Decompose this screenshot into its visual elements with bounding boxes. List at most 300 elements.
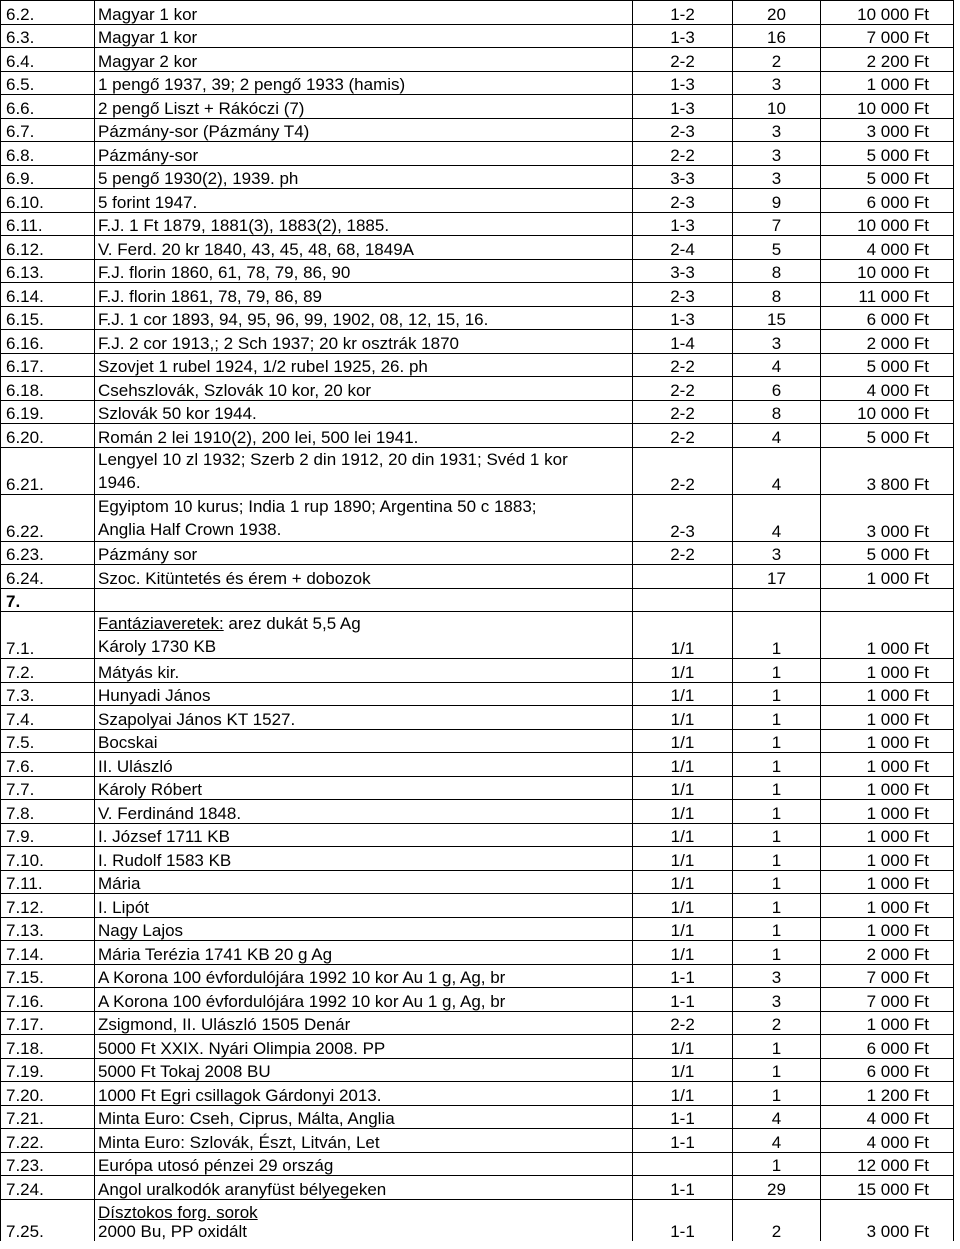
item-grade	[633, 588, 733, 612]
item-number: 7.11.	[1, 870, 95, 894]
item-description: Európa utosó pénzei 29 ország	[95, 1152, 633, 1176]
item-number: 6.24.	[1, 565, 95, 589]
item-number: 7.22.	[1, 1129, 95, 1153]
table-row	[1, 753, 954, 777]
table-row	[1, 1082, 954, 1106]
item-description: Pázmány sor	[95, 541, 633, 565]
table-row	[1, 71, 954, 95]
item-price: 7 000 Ft	[821, 964, 954, 988]
item-grade: 1-1	[633, 964, 733, 988]
item-quantity: 2	[733, 48, 821, 72]
item-number: 6.18.	[1, 377, 95, 401]
item-grade: 1-1	[633, 1105, 733, 1129]
item-price: 5 000 Ft	[821, 424, 954, 448]
item-grade: 1/1	[633, 1058, 733, 1082]
item-grade: 2-2	[633, 377, 733, 401]
item-quantity: 1	[733, 917, 821, 941]
item-price: 3 800 Ft	[821, 447, 954, 494]
item-price: 4 000 Ft	[821, 1105, 954, 1129]
item-quantity: 3	[733, 541, 821, 565]
item-description: F.J. florin 1860, 61, 78, 79, 86, 90	[95, 259, 633, 283]
description-line-2: 1946.	[98, 472, 141, 492]
item-grade: 1-1	[633, 988, 733, 1012]
item-price: 2 200 Ft	[821, 48, 954, 72]
item-number: 6.9.	[1, 165, 95, 189]
table-row	[1, 283, 954, 307]
item-grade: 1-1	[633, 1129, 733, 1153]
item-grade	[633, 565, 733, 589]
item-description: Szovjet 1 rubel 1924, 1/2 rubel 1925, 26. ph	[95, 353, 633, 377]
item-grade: 1-3	[633, 71, 733, 95]
item-quantity: 16	[733, 24, 821, 48]
item-number: 7.9.	[1, 823, 95, 847]
item-quantity: 1	[733, 1035, 821, 1059]
item-number: 6.23.	[1, 541, 95, 565]
table-row	[1, 1152, 954, 1176]
item-price: 10 000 Ft	[821, 1, 954, 25]
table-row	[1, 776, 954, 800]
item-number: 7.1.	[1, 612, 95, 659]
item-price: 3 000 Ft	[821, 1222, 954, 1241]
item-quantity: 1	[733, 800, 821, 824]
item-price: 5 000 Ft	[821, 142, 954, 166]
item-grade: 1-1	[633, 1176, 733, 1200]
item-quantity: 1	[733, 729, 821, 753]
table-row	[1, 1129, 954, 1153]
item-price: 1 000 Ft	[821, 659, 954, 683]
item-quantity: 3	[733, 142, 821, 166]
item-price: 3 000 Ft	[821, 118, 954, 142]
table-row	[1, 1105, 954, 1129]
item-price: 1 000 Ft	[821, 565, 954, 589]
item-price: 10 000 Ft	[821, 95, 954, 119]
item-number: 6.7.	[1, 118, 95, 142]
item-price: 3 000 Ft	[821, 494, 954, 541]
item-grade: 1/1	[633, 706, 733, 730]
item-grade: 1-3	[633, 95, 733, 119]
item-number: 7.6.	[1, 753, 95, 777]
item-price: 7 000 Ft	[821, 988, 954, 1012]
item-number: 6.8.	[1, 142, 95, 166]
item-number	[1, 1199, 95, 1222]
item-price: 4 000 Ft	[821, 236, 954, 260]
category-heading: Fantáziaveretek:	[98, 614, 224, 633]
item-price: 7 000 Ft	[821, 24, 954, 48]
item-description: Szlovák 50 kor 1944.	[95, 400, 633, 424]
item-quantity: 3	[733, 988, 821, 1012]
item-grade: 2-2	[633, 447, 733, 494]
item-number: 7.17.	[1, 1011, 95, 1035]
item-grade: 1/1	[633, 682, 733, 706]
table-row	[1, 988, 954, 1012]
item-grade: 2-3	[633, 189, 733, 213]
item-quantity: 5	[733, 236, 821, 260]
item-quantity: 1	[733, 1152, 821, 1176]
table-row	[1, 1199, 954, 1222]
table-row	[1, 377, 954, 401]
item-price: 5 000 Ft	[821, 353, 954, 377]
item-quantity: 1	[733, 612, 821, 659]
item-quantity: 1	[733, 1082, 821, 1106]
item-description: A Korona 100 évfordulójára 1992 10 kor Au 1 g, Ag, br	[95, 988, 633, 1012]
item-grade: 2-2	[633, 353, 733, 377]
table-row	[1, 565, 954, 589]
table-row	[1, 400, 954, 424]
item-grade: 2-4	[633, 236, 733, 260]
item-quantity: 1	[733, 659, 821, 683]
item-grade: 2-2	[633, 1011, 733, 1035]
item-number: 6.22.	[1, 494, 95, 541]
item-price: 2 000 Ft	[821, 941, 954, 965]
item-price: 6 000 Ft	[821, 1058, 954, 1082]
item-description: Minta Euro: Cseh, Ciprus, Málta, Anglia	[95, 1105, 633, 1129]
item-grade: 1-2	[633, 1, 733, 25]
item-grade: 1/1	[633, 612, 733, 659]
item-number: 7.5.	[1, 729, 95, 753]
item-number: 7.15.	[1, 964, 95, 988]
item-quantity: 10	[733, 95, 821, 119]
table-row	[1, 1222, 954, 1241]
item-price: 5 000 Ft	[821, 165, 954, 189]
item-grade: 3-3	[633, 259, 733, 283]
item-description: Román 2 lei 1910(2), 200 lei, 500 lei 1941.	[95, 424, 633, 448]
item-price: 10 000 Ft	[821, 259, 954, 283]
item-description: I. Lipót	[95, 894, 633, 918]
item-number: 6.3.	[1, 24, 95, 48]
item-quantity: 7	[733, 212, 821, 236]
item-quantity	[733, 1199, 821, 1222]
item-grade: 2-2	[633, 400, 733, 424]
item-number: 6.21.	[1, 447, 95, 494]
table-row	[1, 1058, 954, 1082]
item-description: Szoc. Kitüntetés és érem + dobozok	[95, 565, 633, 589]
item-price: 15 000 Ft	[821, 1176, 954, 1200]
item-price: 1 000 Ft	[821, 71, 954, 95]
item-number: 7.13.	[1, 917, 95, 941]
item-grade: 1/1	[633, 729, 733, 753]
item-number: 6.13.	[1, 259, 95, 283]
item-number: 6.4.	[1, 48, 95, 72]
table-row	[1, 95, 954, 119]
item-price: 6 000 Ft	[821, 1035, 954, 1059]
item-quantity: 8	[733, 283, 821, 307]
item-description: F.J. 2 cor 1913,; 2 Sch 1937; 20 kr osztrák 1870	[95, 330, 633, 354]
table-row	[1, 612, 954, 659]
table-row	[1, 353, 954, 377]
item-quantity: 1	[733, 706, 821, 730]
item-number: 6.19.	[1, 400, 95, 424]
table-row	[1, 1176, 954, 1200]
item-number: 7.21.	[1, 1105, 95, 1129]
table-row	[1, 447, 954, 494]
item-price: 1 000 Ft	[821, 729, 954, 753]
item-description	[95, 588, 633, 612]
item-description: Angol uralkodók aranyfüst bélyegeken	[95, 1176, 633, 1200]
item-price: 6 000 Ft	[821, 306, 954, 330]
item-number: 7.3.	[1, 682, 95, 706]
item-description: V. Ferd. 20 kr 1840, 43, 45, 48, 68, 1849A	[95, 236, 633, 260]
item-number: 7.10.	[1, 847, 95, 871]
item-price	[821, 588, 954, 612]
item-quantity: 20	[733, 1, 821, 25]
item-quantity: 3	[733, 165, 821, 189]
item-description: F.J. florin 1861, 78, 79, 86, 89	[95, 283, 633, 307]
item-description: Zsigmond, II. Ulászló 1505 Denár	[95, 1011, 633, 1035]
item-description: 2 pengő Liszt + Rákóczi (7)	[95, 95, 633, 119]
item-number: 6.16.	[1, 330, 95, 354]
item-description	[95, 1199, 633, 1222]
item-number: 7.7.	[1, 776, 95, 800]
description-line-2: Károly 1730 KB	[98, 637, 217, 656]
item-description: I. József 1711 KB	[95, 823, 633, 847]
table-row	[1, 800, 954, 824]
table-row	[1, 330, 954, 354]
item-number: 6.15.	[1, 306, 95, 330]
item-grade: 1/1	[633, 776, 733, 800]
item-description: Bocskai	[95, 729, 633, 753]
item-quantity: 1	[733, 847, 821, 871]
item-price	[821, 1199, 954, 1222]
table-row	[1, 588, 954, 612]
item-grade: 1/1	[633, 941, 733, 965]
item-quantity: 1	[733, 894, 821, 918]
table-row	[1, 142, 954, 166]
item-price: 1 000 Ft	[821, 682, 954, 706]
item-number: 6.14.	[1, 283, 95, 307]
item-description: 5000 Ft XXIX. Nyári Olimpia 2008. PP	[95, 1035, 633, 1059]
item-quantity: 2	[733, 1011, 821, 1035]
table-row	[1, 659, 954, 683]
item-quantity: 4	[733, 447, 821, 494]
item-description: 1 pengő 1937, 39; 2 pengő 1933 (hamis)	[95, 71, 633, 95]
item-description: Magyar 1 kor	[95, 1, 633, 25]
table-row	[1, 541, 954, 565]
item-grade: 2-3	[633, 118, 733, 142]
item-price: 1 000 Ft	[821, 823, 954, 847]
item-quantity: 8	[733, 259, 821, 283]
item-price: 11 000 Ft	[821, 283, 954, 307]
item-description: F.J. 1 Ft 1879, 1881(3), 1883(2), 1885.	[95, 212, 633, 236]
item-price: 1 000 Ft	[821, 800, 954, 824]
table-row	[1, 917, 954, 941]
item-grade: 1/1	[633, 753, 733, 777]
table-row	[1, 306, 954, 330]
item-quantity: 3	[733, 330, 821, 354]
item-grade: 2-3	[633, 283, 733, 307]
item-description: V. Ferdinánd 1848.	[95, 800, 633, 824]
item-number: 7.20.	[1, 1082, 95, 1106]
item-price: 10 000 Ft	[821, 400, 954, 424]
item-quantity: 3	[733, 118, 821, 142]
item-grade: 1/1	[633, 870, 733, 894]
item-number: 7.24.	[1, 1176, 95, 1200]
item-description: Károly Róbert	[95, 776, 633, 800]
item-description: Pázmány-sor (Pázmány T4)	[95, 118, 633, 142]
description-line-1	[98, 612, 629, 635]
item-description: 1000 Ft Egri csillagok Gárdonyi 2013.	[95, 1082, 633, 1106]
item-price: 5 000 Ft	[821, 541, 954, 565]
item-price: 1 200 Ft	[821, 1082, 954, 1106]
item-price: 4 000 Ft	[821, 377, 954, 401]
item-number: 6.10.	[1, 189, 95, 213]
item-number: 7.12.	[1, 894, 95, 918]
item-description: II. Ulászló	[95, 753, 633, 777]
item-grade: 1-3	[633, 24, 733, 48]
table-row	[1, 1035, 954, 1059]
item-quantity	[733, 588, 821, 612]
table-row	[1, 1011, 954, 1035]
item-number: 6.20.	[1, 424, 95, 448]
item-number: 7.8.	[1, 800, 95, 824]
item-description: 5 pengő 1930(2), 1939. ph	[95, 165, 633, 189]
item-description: Minta Euro: Szlovák, Észt, Litván, Let	[95, 1129, 633, 1153]
item-grade: 1/1	[633, 917, 733, 941]
item-quantity: 15	[733, 306, 821, 330]
item-number: 7.23.	[1, 1152, 95, 1176]
item-quantity: 1	[733, 870, 821, 894]
item-number: 7.2.	[1, 659, 95, 683]
price-list-body	[1, 1, 954, 1242]
item-price: 1 000 Ft	[821, 917, 954, 941]
item-grade: 2-3	[633, 494, 733, 541]
item-grade: 3-3	[633, 165, 733, 189]
description-line-1: Egyiptom 10 kurus; India 1 rup 1890; Argentina 50 c 1883;	[98, 496, 537, 516]
table-row	[1, 706, 954, 730]
item-grade: 2-2	[633, 424, 733, 448]
item-quantity: 1	[733, 776, 821, 800]
item-grade: 1/1	[633, 823, 733, 847]
item-grade: 1-1	[633, 1222, 733, 1241]
item-price: 1 000 Ft	[821, 776, 954, 800]
item-quantity: 1	[733, 941, 821, 965]
item-description	[95, 447, 633, 494]
item-number: 7.18.	[1, 1035, 95, 1059]
table-row	[1, 424, 954, 448]
table-row	[1, 894, 954, 918]
item-price: 1 000 Ft	[821, 1011, 954, 1035]
item-quantity: 4	[733, 424, 821, 448]
item-price: 1 000 Ft	[821, 894, 954, 918]
item-number: 7.25.	[1, 1222, 95, 1241]
table-row	[1, 236, 954, 260]
item-number: 6.11.	[1, 212, 95, 236]
item-quantity: 1	[733, 682, 821, 706]
item-quantity: 2	[733, 1222, 821, 1241]
table-row	[1, 212, 954, 236]
category-heading: Dísztokos forg. sorok	[98, 1203, 258, 1222]
item-number: 6.17.	[1, 353, 95, 377]
item-quantity: 17	[733, 565, 821, 589]
item-price: 1 000 Ft	[821, 870, 954, 894]
item-description: F.J. 1 cor 1893, 94, 95, 96, 99, 1902, 08, 12, 15, 16.	[95, 306, 633, 330]
item-grade: 1/1	[633, 847, 733, 871]
item-price: 1 000 Ft	[821, 706, 954, 730]
item-grade: 1/1	[633, 1035, 733, 1059]
item-description: Hunyadi János	[95, 682, 633, 706]
item-quantity: 1	[733, 823, 821, 847]
table-row	[1, 48, 954, 72]
item-quantity: 4	[733, 1105, 821, 1129]
item-number: 7.19.	[1, 1058, 95, 1082]
item-description: 2000 Bu, PP oxidált	[95, 1222, 633, 1241]
description-line-1: Lengyel 10 zl 1932; Szerb 2 din 1912, 20 din 1931; Svéd 1 kor	[98, 449, 568, 469]
description-rest: arez dukát 5,5 Ag	[223, 614, 361, 633]
item-quantity: 4	[733, 353, 821, 377]
item-grade: 2-2	[633, 48, 733, 72]
item-description: 5000 Ft Tokaj 2008 BU	[95, 1058, 633, 1082]
table-row	[1, 823, 954, 847]
table-row	[1, 964, 954, 988]
table-row	[1, 847, 954, 871]
item-description: I. Rudolf 1583 KB	[95, 847, 633, 871]
table-row	[1, 118, 954, 142]
item-description: Magyar 2 kor	[95, 48, 633, 72]
item-number: 6.5.	[1, 71, 95, 95]
item-quantity: 4	[733, 494, 821, 541]
item-price: 2 000 Ft	[821, 330, 954, 354]
item-number: 6.12.	[1, 236, 95, 260]
table-row	[1, 682, 954, 706]
item-grade: 1/1	[633, 1082, 733, 1106]
item-price: 1 000 Ft	[821, 753, 954, 777]
item-grade: 1/1	[633, 800, 733, 824]
item-description: Mátyás kir.	[95, 659, 633, 683]
item-description: Szapolyai János KT 1527.	[95, 706, 633, 730]
item-description: Csehszlovák, Szlovák 10 kor, 20 kor	[95, 377, 633, 401]
table-row	[1, 165, 954, 189]
item-grade: 1/1	[633, 659, 733, 683]
item-grade: 1-3	[633, 306, 733, 330]
table-row	[1, 24, 954, 48]
item-number: 6.2.	[1, 1, 95, 25]
table-row	[1, 870, 954, 894]
item-quantity: 9	[733, 189, 821, 213]
item-grade: 2-2	[633, 142, 733, 166]
item-number: 7.4.	[1, 706, 95, 730]
item-grade: 1-4	[633, 330, 733, 354]
description-line-2: Anglia Half Crown 1938.	[98, 519, 282, 539]
item-price: 1 000 Ft	[821, 847, 954, 871]
item-description	[95, 612, 633, 659]
item-number: 7.	[1, 588, 95, 612]
item-grade: 2-2	[633, 541, 733, 565]
table-row	[1, 259, 954, 283]
item-description: Pázmány-sor	[95, 142, 633, 166]
item-price: 6 000 Ft	[821, 189, 954, 213]
item-price: 1 000 Ft	[821, 612, 954, 659]
item-grade	[633, 1152, 733, 1176]
table-row	[1, 729, 954, 753]
item-quantity: 8	[733, 400, 821, 424]
item-number: 7.16.	[1, 988, 95, 1012]
item-quantity: 6	[733, 377, 821, 401]
table-row	[1, 1, 954, 25]
item-description: A Korona 100 évfordulójára 1992 10 kor Au 1 g, Ag, br	[95, 964, 633, 988]
item-description: 5 forint 1947.	[95, 189, 633, 213]
item-quantity: 3	[733, 71, 821, 95]
item-grade	[633, 1199, 733, 1222]
item-quantity: 4	[733, 1129, 821, 1153]
item-description: Mária Terézia 1741 KB 20 g Ag	[95, 941, 633, 965]
item-number: 6.6.	[1, 95, 95, 119]
table-row	[1, 494, 954, 541]
item-price: 4 000 Ft	[821, 1129, 954, 1153]
item-quantity: 1	[733, 1058, 821, 1082]
item-number: 7.14.	[1, 941, 95, 965]
item-quantity: 1	[733, 753, 821, 777]
item-quantity: 3	[733, 964, 821, 988]
item-description: Magyar 1 kor	[95, 24, 633, 48]
